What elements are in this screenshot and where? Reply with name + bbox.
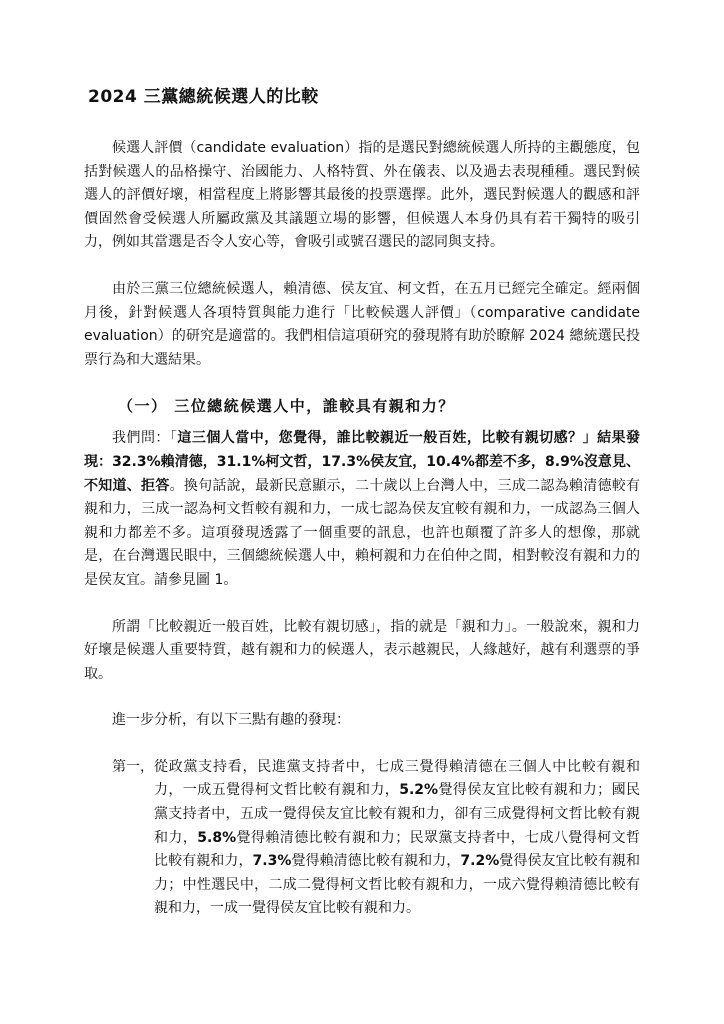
finding-stat-3: 7.3%: [252, 853, 292, 870]
finding-text-2: 覺得侯友宜比較有親和力；國民黨支持者中，五成一覺得侯友宜比較有親和力，卻有三成覺得柯文哲比較有親和力，: [154, 782, 641, 846]
finding-text-1: 從政黨支持看，民進黨支持者中，七成三覺得賴清德在三個人中比較有親和力，一成五覺得柯文哲比較有親和力，: [154, 758, 640, 799]
section-heading-affinity: （一） 三位總統候選人中，誰較具有親和力？: [118, 397, 455, 416]
survey-lead-text: 我們問：「: [112, 430, 178, 447]
paragraph-candidate-evaluation: 候選人評價（candidate evaluation）指的是選民對總統候選人所持的主觀態度，包括對候選人的品格操守、治國能力、人格特質、外在儀表、以及過去表現種種。選民對候選人的評價好壞，相當程度上將影響其最後的投票選擇。此外，選民對候選人的觀感和評價固然會受候選人所屬政黨及其議題立場的影響，但候選人本身仍具有若干獨特的吸引力，例如其當選是否令人安心等，會吸引或號召選民的認同與支持。: [84, 140, 640, 251]
paragraph-affinity-definition: 所謂「比較親近一般百姓，比較有親切感」，指的就是「親和力」。一般說來，親和力好壞是候選人重要特質，越有親和力的候選人，表示越親民，人緣越好，越有利選票的爭取。: [84, 618, 640, 682]
finding-text-4: 覺得賴清德比較有親和力，: [291, 853, 461, 870]
survey-interpretation-text: 。換句話說，最新民意顯示，二十歲以上台灣人中，三成二認為賴清德較有親和力，三成一認為柯文哲較有親和力，一成七認為侯友宜較有親和力，一成認為三個人親和力都差不多。這項發現透露了一個重要的訊息，也許也顛覆了許多人的想像，那就是，在台灣選民眼中，三個總統候選人中，賴柯親和力在伯仲之間，相對較沒有親和力的是侯友宜。請參見圖 1。: [84, 477, 641, 588]
finding-stat-1: 5.2%: [399, 782, 439, 799]
finding-stat-4: 7.2%: [460, 853, 500, 870]
list-item-marker: 第一，: [112, 758, 154, 775]
finding-text-5: 覺得侯友宜比較有親和力；中性選民中，二成二覺得柯文哲比較有親和力，一成六覺得賴清德比較有親和力，一成一覺得侯友宜比較有親和力。: [154, 853, 640, 917]
finding-stat-2: 5.8%: [197, 829, 237, 846]
document-title: 2024 三黨總統候選人的比較: [88, 87, 319, 107]
list-item-first-finding: [84, 756, 640, 921]
survey-question-result: 這三個人當中，您覺得，誰比較親近一般百姓，比較有親切感？」結果發現：32.3%賴清德，31.1%柯文哲，17.3%侯友宜，10.4%都差不多，8.9%沒意見、不知道、拒答: [84, 430, 641, 494]
list-item-body: [154, 756, 640, 921]
paragraph-survey-result: [84, 427, 640, 592]
finding-text-3: 覺得賴清德比較有親和力；民眾黨支持者中，七成八覺得柯文哲比較有親和力，: [154, 829, 641, 870]
paragraph-further-analysis: 進一步分析，有以下三點有趣的發現：: [112, 712, 350, 729]
paragraph-comparative-evaluation: 由於三黨三位總統候選人，賴清德、侯友宜、柯文哲，在五月已經完全確定。經兩個月後，針對候選人各項特質與能力進行「比較候選人評價」（comparative candidate evaluation）的研究是適當的。我們相信這項研究的發現將有助於瞭解 2024 總統選民投票行為和大選結果。: [84, 280, 640, 368]
